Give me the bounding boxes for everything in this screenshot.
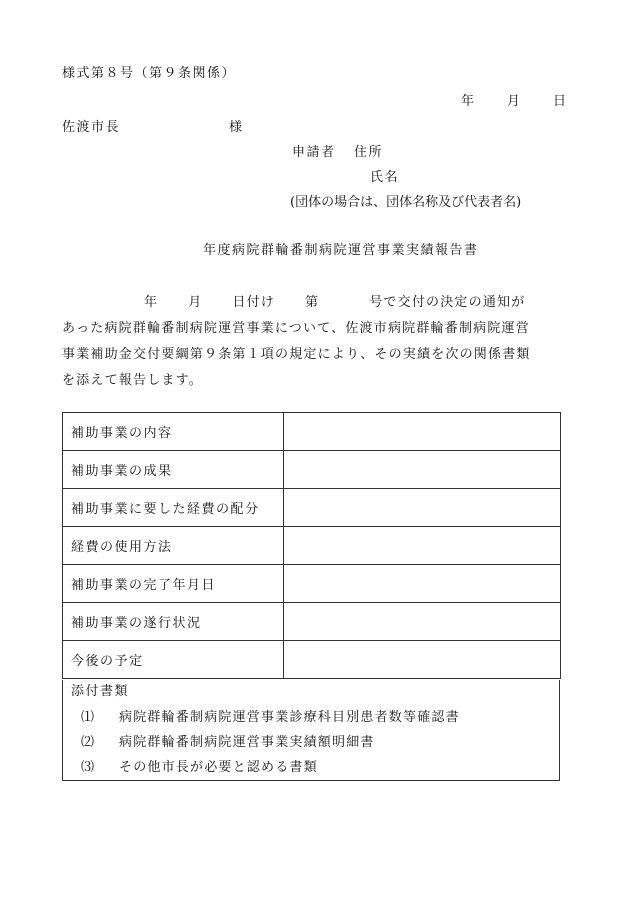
table-row: [63, 413, 561, 451]
date-day-label: 日: [553, 94, 567, 109]
row-value-results[interactable]: [284, 451, 561, 489]
attachment-number: ⑴: [81, 710, 96, 725]
table-row: [63, 565, 561, 603]
row-value-future-plan[interactable]: [284, 641, 561, 679]
table-row: [63, 641, 561, 679]
attachment-item: [81, 735, 375, 751]
row-label-results: 補助事業の成果: [63, 451, 284, 489]
addressee-name: 佐渡市長: [62, 120, 121, 135]
body-month: 月: [188, 295, 203, 310]
attachment-text: その他市長が必要と認める書類: [119, 760, 318, 775]
table-row: [63, 451, 561, 489]
form-number: 様式第８号（第９条関係）: [62, 66, 237, 81]
body-line-1-rest: 号で交付の決定の通知が: [369, 295, 526, 310]
body-year: 年: [144, 295, 159, 310]
row-value-completion-date[interactable]: [284, 565, 561, 603]
body-line-1: [62, 290, 562, 316]
row-value-progress[interactable]: [284, 603, 561, 641]
row-label-expense-usage: 経費の使用方法: [63, 527, 284, 565]
table-row: [63, 489, 561, 527]
attachment-item: [81, 710, 460, 726]
table-row: [63, 603, 561, 641]
body-number-prefix: 第: [305, 295, 320, 310]
row-value-expense-usage[interactable]: [284, 527, 561, 565]
row-value-expense-allocation[interactable]: [284, 489, 561, 527]
attachment-number: ⑶: [81, 760, 96, 775]
applicant-note: (団体の場合は、団体名称及び代表者名): [290, 195, 522, 210]
applicant-address-label: 住所: [354, 145, 384, 160]
attachment-item: [81, 760, 318, 776]
body-day: 日付け: [232, 295, 276, 310]
attachments-title: 添付書類: [71, 684, 130, 699]
row-label-future-plan: 今後の予定: [63, 641, 284, 679]
row-value-content[interactable]: [284, 413, 561, 451]
body-paragraph: [62, 290, 562, 394]
attachments-box: [62, 680, 560, 781]
report-table: [62, 412, 561, 679]
addressee-honorific: 様: [229, 120, 243, 135]
body-line-2: あった病院群輪番制病院運営事業について、佐渡市病院群輪番制病院運営: [62, 321, 530, 336]
attachment-number: ⑵: [81, 735, 96, 750]
table-row: [63, 527, 561, 565]
attachment-text: 病院群輪番制病院運営事業診療科目別患者数等確認書: [119, 710, 460, 725]
row-label-expense-allocation: 補助事業に要した経費の配分: [63, 489, 284, 527]
date-month-label: 月: [507, 94, 521, 109]
body-line-3: 事業補助金交付要綱第９条第１項の規定により、その実績を次の関係書類: [62, 347, 531, 362]
document-title: 年度病院群輪番制病院運営事業実績報告書: [203, 243, 479, 258]
body-line-4: を添えて報告します。: [62, 373, 203, 388]
applicant-name-label: 氏名: [370, 170, 400, 185]
applicant-label: 申請者: [292, 145, 336, 160]
row-label-progress: 補助事業の遂行状況: [63, 603, 284, 641]
date-year-label: 年: [461, 94, 475, 109]
row-label-completion-date: 補助事業の完了年月日: [63, 565, 284, 603]
attachment-text: 病院群輪番制病院運営事業実績額明細書: [119, 735, 375, 750]
row-label-content: 補助事業の内容: [63, 413, 284, 451]
